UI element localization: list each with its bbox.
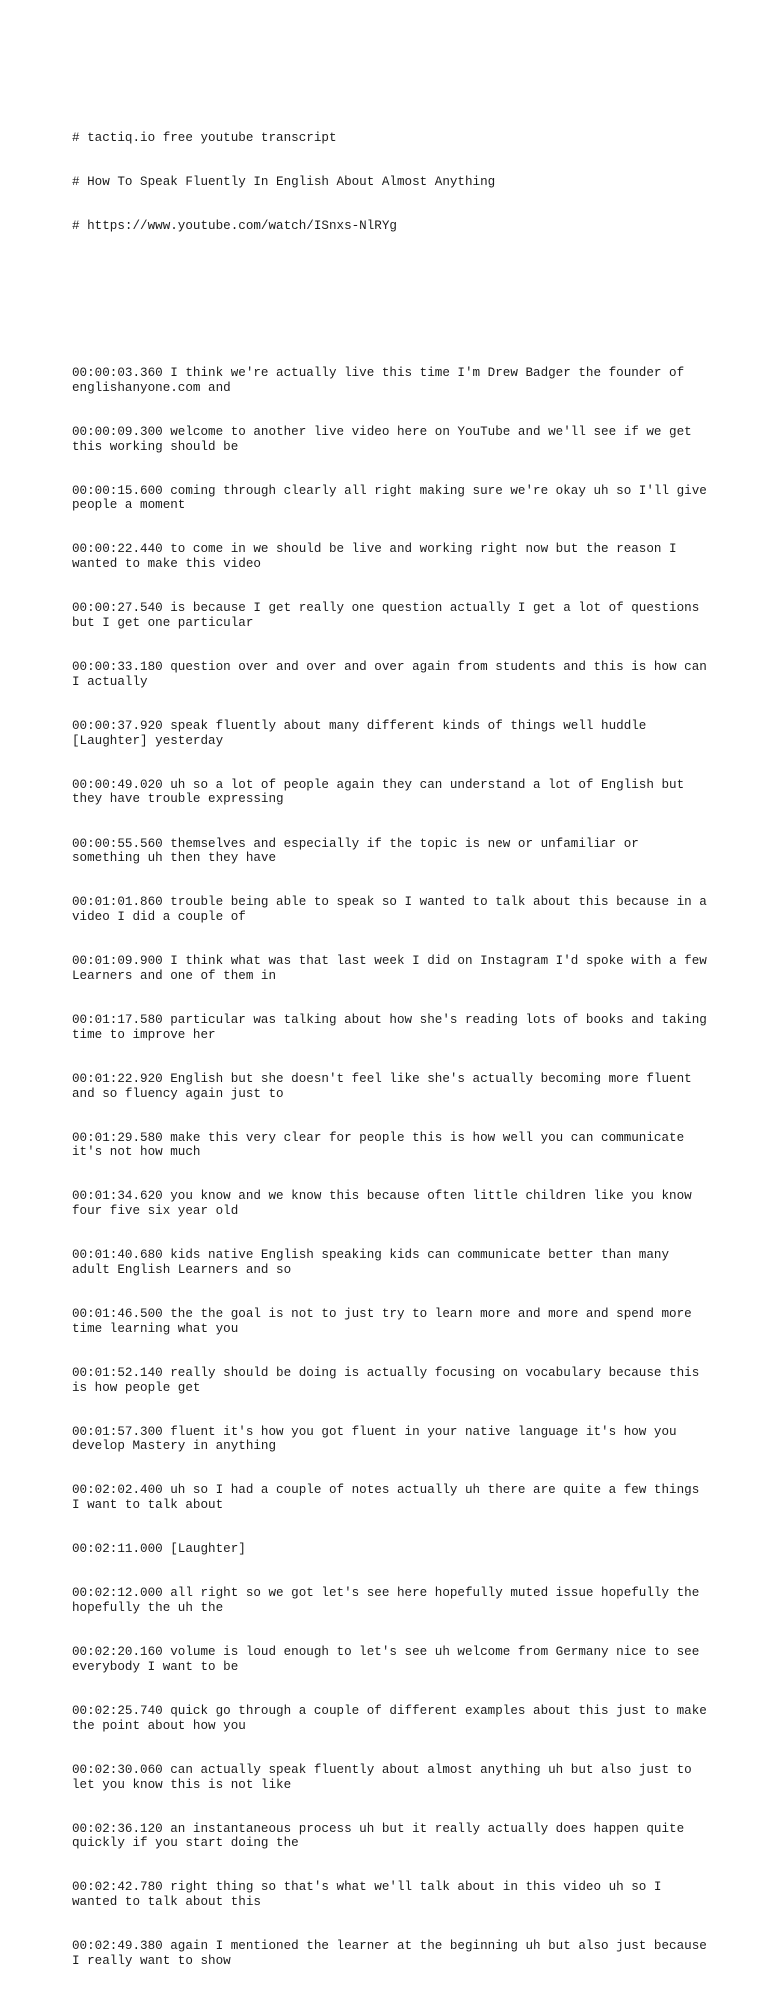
transcript-entry: 00:02:12.000 all right so we got let's see here hopefully muted issue hopefully the hopefully the uh the [72,1586,707,1616]
transcript-body [72,337,715,1998]
transcript-entry: 00:02:11.000 [Laughter] [72,1542,246,1557]
transcript-entry: 00:00:15.600 coming through clearly all right making sure we're okay uh so I'll give people a moment [72,483,715,513]
transcript-entry: 00:01:29.580 make this very clear for people this is how well you can communicate it's not how much [72,1130,692,1160]
transcript-entry: 00:02:20.160 volume is loud enough to let's see uh welcome from Germany nice to see everybody I want to be [72,1645,707,1674]
transcript-entry: 00:00:03.360 I think we're actually live this time I'm Drew Badger the founder of englishanyone.com and [72,366,692,395]
transcript-entry: 00:02:49.380 again I mentioned the learner at the beginning uh but also just because I really want to show [72,1939,715,1968]
transcript-entry: 00:02:25.740 quick go through a couple of different examples about this just to make the point about how you [72,1704,715,1733]
transcript-entry: 00:01:34.620 you know and we know this because often little children like you know four five six year old [72,1189,700,1219]
spacer [72,293,712,308]
transcript-entry: 00:02:42.780 right thing so that's what we'll talk about in this video uh so I wanted to talk about this [72,1880,670,1910]
transcript-entry: 00:01:22.920 English but she doesn't feel like she's actually becoming more fluent and so fluency again just to [72,1071,700,1101]
header-line-title: # How To Speak Fluently In English About Almost Anything [72,174,496,189]
transcript-entry: 00:01:40.680 kids native English speaking kids can communicate better than many adult English Learners and so [72,1248,677,1277]
transcript-header [72,101,712,263]
transcript-entry: 00:00:33.180 question over and over and over again from students and this is how can I actually [72,660,715,689]
transcript-entry: 00:01:01.860 trouble being able to speak so I wanted to talk about this because in a video I did a couple of [72,895,715,925]
transcript-entry: 00:00:37.920 speak fluently about many different kinds of things well huddle [Laughter] yesterday [72,718,654,748]
transcript-entry: 00:02:02.400 uh so I had a couple of notes actually uh there are quite a few things I want to talk about [72,1483,707,1513]
transcript-entry: 00:00:22.440 to come in we should be live and working right now but the reason I wanted to make this video [72,542,685,572]
transcript-entry: 00:00:49.020 uh so a lot of people again they can understand a lot of English but they have trouble expressing [72,777,692,807]
transcript-document [72,72,715,2013]
transcript-entry: 00:00:09.300 welcome to another live video here on YouTube and we'll see if we get this working should be [72,424,700,454]
transcript-entry: 00:01:57.300 fluent it's how you got fluent in your native language it's how you develop Mastery in anything [72,1424,685,1454]
transcript-entry: 00:01:52.140 really should be doing is actually focusing on vocabulary because this is how people get [72,1365,707,1395]
transcript-entry: 00:02:30.060 can actually speak fluently about almost anything uh but also just to let you know this is not like [72,1762,700,1792]
header-line-url: # https://www.youtube.com/watch/ISnxs-NlRYg [72,219,397,234]
transcript-entry: 00:01:17.580 particular was talking about how she's reading lots of books and taking time to improve her [72,1012,715,1042]
transcript-entry: 00:01:09.900 I think what was that last week I did on Instagram I'd spoke with a few Learners and one of them in [72,954,715,983]
header-line-source: # tactiq.io free youtube transcript [72,130,337,145]
transcript-entry: 00:00:55.560 themselves and especially if the topic is new or unfamiliar or something uh then they have [72,836,647,866]
transcript-entry: 00:02:36.120 an instantaneous process uh but it really actually does happen quite quickly if you start doing the [72,1821,692,1851]
transcript-entry: 00:01:46.500 the the goal is not to just try to learn more and more and spend more time learning what you [72,1307,700,1336]
transcript-entry: 00:00:27.540 is because I get really one question actually I get a lot of questions but I get one particular [72,601,707,630]
